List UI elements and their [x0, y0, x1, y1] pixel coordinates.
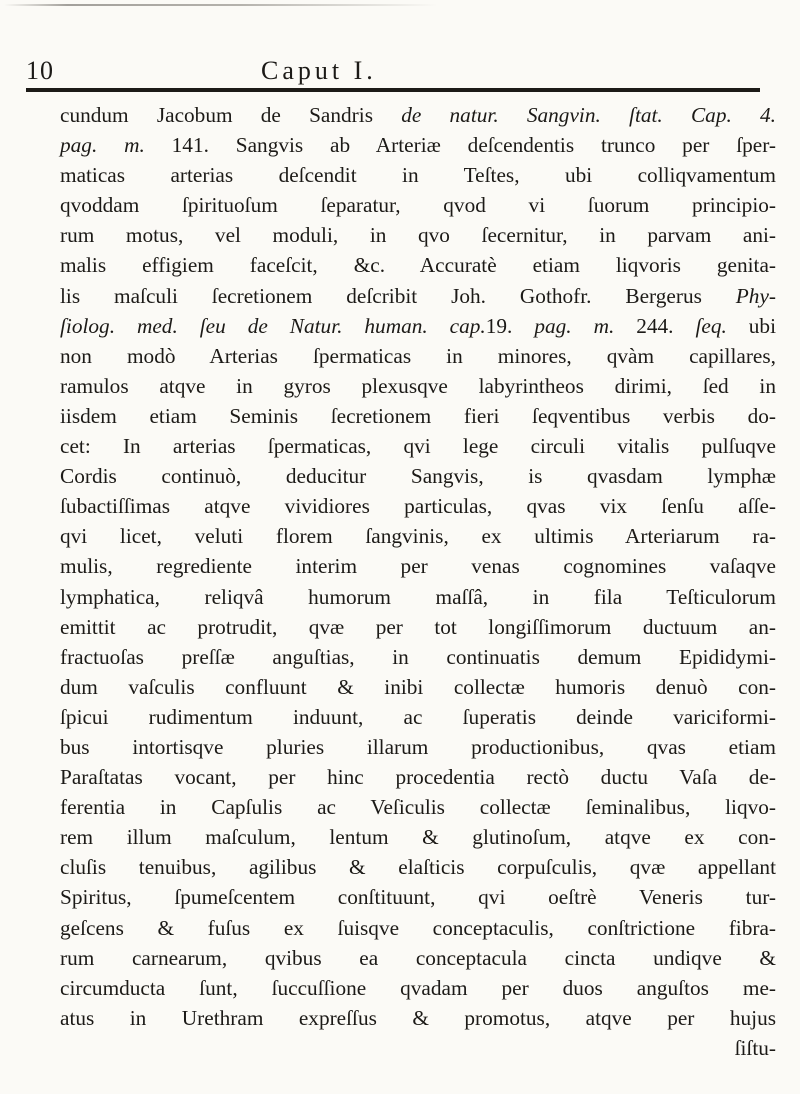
text-line: [60, 792, 776, 822]
text-line: [60, 250, 776, 280]
text-segment: cundum Jacobum de Sandris: [60, 103, 402, 127]
text-line: [60, 100, 776, 130]
text-line: [60, 973, 776, 1003]
text-segment: 19.: [485, 313, 535, 338]
text-line: [60, 551, 776, 581]
text-segment: rum carnearum, qvibus ea conceptacula cincta undiqve &: [60, 945, 776, 970]
italic-segment: de natur. Sangvin. ſtat. Cap. 4.: [401, 103, 776, 127]
text-segment: ſpicui rudimentum induunt, ac ſuperatis deinde variciformi-: [60, 704, 776, 729]
text-segment: ſubactiſſimas atqve vividiores particulas, qvas vix ſenſu aſſe-: [60, 494, 776, 519]
text-line: [60, 732, 776, 762]
text-segment: cluſis tenuibus, agilibus & elaſticis corpuſculis, qvæ appellant: [60, 855, 776, 880]
text-line: [60, 341, 776, 371]
header-rule: [26, 88, 760, 92]
body-text: [60, 100, 776, 1063]
text-line: [60, 642, 776, 672]
text-segment: geſcens & fuſus ex ſuisqve conceptaculis, conſtrictione fibra-: [60, 915, 776, 940]
text-line: [60, 612, 776, 642]
text-line: [60, 190, 776, 220]
text-segment: non modò Arterias ſpermaticas in minores, qvàm capillares,: [60, 343, 776, 368]
text-line: [60, 371, 776, 401]
text-segment: emittit ac protrudit, qvæ per tot longiſſimorum ductuum an-: [60, 614, 776, 639]
text-segment: Cordis continuò, deducitur Sangvis, is qvasdam lymphæ: [60, 464, 776, 489]
running-head: Caput I.: [261, 56, 377, 85]
text-segment: rum motus, vel moduli, in qvo ſecernitur, in parvam ani-: [60, 223, 776, 248]
text-line: [60, 882, 776, 912]
text-segment: cet: In arterias ſpermaticas, qvi lege circuli vitalis pulſuqve: [60, 434, 776, 459]
text-segment: ubi: [726, 313, 777, 338]
text-segment: circumducta ſunt, ſuccuſſione qvadam per duos anguſtos me-: [60, 975, 776, 1000]
text-segment: lymphatica, reliqvâ humorum maſſâ, in fila Teſticulorum: [60, 584, 776, 609]
text-line: [60, 913, 776, 943]
page-number: 10: [26, 56, 54, 85]
text-line: [60, 311, 776, 341]
text-line: [60, 852, 776, 882]
text-line: [60, 461, 776, 491]
italic-segment: pag. m.: [534, 313, 615, 338]
text-line: [60, 582, 776, 612]
text-line: [60, 672, 776, 702]
text-line: [60, 160, 776, 190]
text-segment: qvi licet, veluti florem ſangvinis, ex ultimis Arteriarum ra-: [60, 524, 776, 549]
text-segment: maticas arterias deſcendit in Teſtes, ubi colliqvamentum: [60, 163, 776, 188]
text-segment: bus intortisqve pluries illarum productionibus, qvas etiam: [60, 734, 776, 759]
text-line: [60, 521, 776, 551]
text-line: [60, 702, 776, 732]
text-line: [60, 130, 776, 160]
text-line: [60, 491, 776, 521]
text-segment: qvoddam ſpirituoſum ſeparatur, qvod vi ſuorum principio-: [60, 193, 776, 218]
text-segment: 244.: [614, 313, 696, 338]
text-segment: 141. Sangvis ab Arteriæ deſcendentis trunco per ſper-: [144, 133, 776, 158]
text-segment: malis effigiem faceſcit, &c. Accuratè etiam liqvoris genita-: [60, 253, 776, 278]
italic-segment: Phy-: [735, 283, 776, 308]
text-segment: iisdem etiam Seminis ſecretionem fieri ſeqventibus verbis do-: [60, 403, 776, 428]
text-segment: rem illum maſculum, lentum & glutinoſum, atqve ex con-: [60, 825, 776, 850]
text-segment: ſiſtu-: [734, 1035, 776, 1060]
text-segment: fractuoſas preſſæ anguſtias, in continuatis demum Epididymi-: [60, 644, 776, 669]
text-segment: Paraſtatas vocant, per hinc procedentia rectò ductu Vaſa de-: [60, 765, 776, 790]
text-segment: Spiritus, ſpumeſcentem conſtituunt, qvi oeſtrè Veneris tur-: [60, 885, 776, 910]
text-segment: dum vaſculis confluunt & inibi collectæ humoris denuò con-: [60, 674, 776, 699]
text-line: [60, 431, 776, 461]
page-header: [26, 50, 760, 90]
italic-segment: ſeq.: [695, 313, 727, 338]
text-line: [60, 1033, 776, 1063]
text-line: [60, 281, 776, 311]
text-line: [60, 762, 776, 792]
text-line: [60, 822, 776, 852]
italic-segment: pag. m.: [60, 133, 145, 158]
italic-segment: ſiolog. med. ſeu de Natur. human. cap.: [60, 313, 486, 338]
text-segment: lis maſculi ſecretionem deſcribit Joh. Gothofr. Bergerus: [60, 283, 736, 308]
text-line: [60, 1003, 776, 1033]
page-edge-shadow: [4, 4, 792, 6]
text-line: [60, 220, 776, 250]
text-segment: ferentia in Capſulis ac Veſiculis collectæ ſeminalibus, liqvo-: [60, 795, 776, 820]
text-line: [60, 943, 776, 973]
text-line: [60, 401, 776, 431]
text-segment: ramulos atqve in gyros plexusqve labyrintheos dirimi, ſed in: [60, 373, 776, 398]
text-segment: atus in Urethram expreſſus & promotus, atqve per hujus: [60, 1005, 776, 1030]
text-segment: mulis, regrediente interim per venas cognomines vaſaqve: [60, 554, 776, 579]
